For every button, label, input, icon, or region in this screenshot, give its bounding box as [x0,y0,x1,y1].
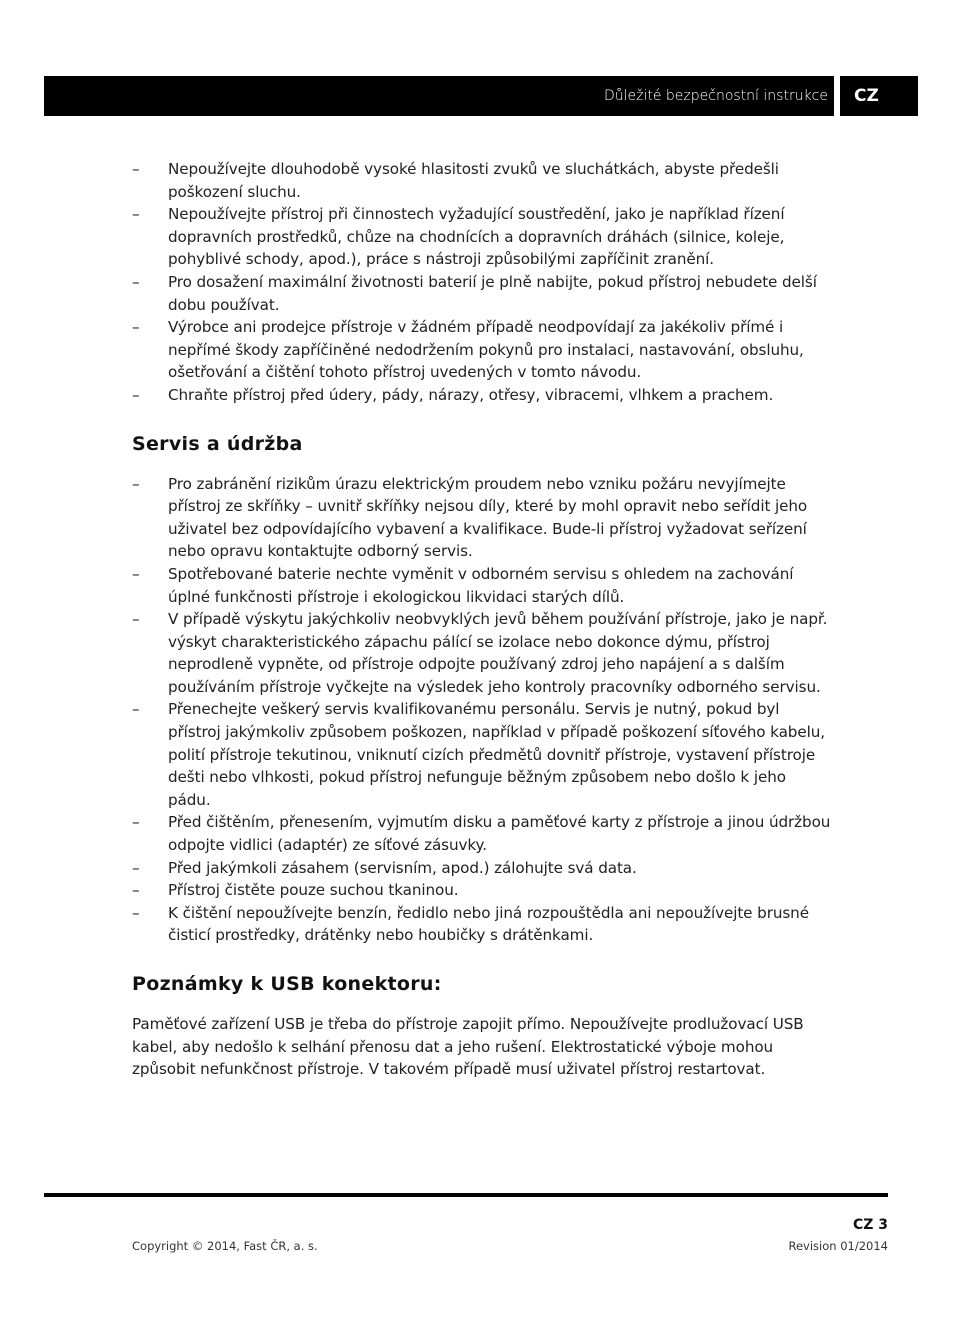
dash-bullet: – [132,813,140,832]
service-heading: Servis a údržba [132,432,303,455]
usb-heading: Poznámky k USB konektoru: [132,973,442,995]
list-item-text: Před jakýmkoli zásahem (servisním, apod.) zálohujte svá data. [168,858,637,877]
list-item-text: Přístroj čistěte pouze suchou tkaninou. [168,881,459,900]
list-item [132,608,832,698]
service-list [132,473,832,947]
footer-divider [44,1193,888,1197]
dash-bullet: – [132,160,140,178]
list-item [132,857,832,880]
list-item [132,811,832,856]
list-item [132,698,832,811]
list-item-text: Nepoužívejte dlouhodobě vysoké hlasitosti zvuků ve sluchátkách, abyste předešli poškození sluchu. [168,160,779,201]
dash-bullet: – [132,564,140,583]
header-bar [44,76,834,116]
list-item [132,563,832,608]
dash-bullet: – [132,205,140,224]
dash-bullet: – [132,272,140,291]
header-title: Důležité bezpečnostní instrukce [603,88,828,104]
list-item-text: Pro zabránění rizikům úrazu elektrickým proudem nebo vzniku požáru nevyjímejte přístroj ze skříňky – uvnitř skříňky nejsou díly, které by mohl opravit nebo seřídit jeho uživatel bez odpovídajícího vybavení a kvalifikace. Bude-li přístroj vyžadovat seřízení nebo opravu kontaktujte odborný servis. [168,474,808,561]
dash-bullet: – [132,903,140,922]
list-item [132,879,832,902]
page-number: CZ 3 [852,1217,888,1233]
list-item-text: V případě výskytu jakýchkoliv neobvyklých jevů během používání přístroje, jako je např. výskyt charakteristického zápachu pálící se izolace nebo dokonce dýmu, přístroj neprodleně vypněte, od přístroje odpojte používaný zdroj jeho napájení a s dalším používáním přístroje vyčkejte na výsledek jeho kontroly pracovníky odborného servisu. [168,610,828,696]
language-badge-label: CZ [854,86,879,106]
list-item [132,316,832,384]
list-item [132,271,832,316]
list-item-text: Pro dosažení maximální životnosti baterií je plně nabijte, pokud přístroj nebudete delší dobu používat. [168,272,817,314]
list-item-text: Chraňte přístroj před údery, pády, nárazy, otřesy, vibracemi, vlhkem a prachem. [168,385,774,404]
page-content [132,158,832,1081]
revision-label: Revision 01/2014 [788,1239,888,1253]
list-item [132,203,832,271]
dash-bullet: – [132,700,140,719]
list-item-text: Spotřebované baterie nechte vyměnit v odborném servisu s ohledem na zachování úplné funkčnosti přístroje i ekologickou likvidaci starých dílů. [168,564,794,606]
dash-bullet: – [132,474,140,493]
usb-paragraph: Paměťové zařízení USB je třeba do přístroje zapojit přímo. Nepoužívejte prodlužovací USB kabel, aby nedošlo k selhání přenosu dat a jeho rušení. Elektrostatické výboje mohou způsobit nefunkčnost přístroje. V takovém případě musí uživatel přístroj restartovat. [132,1015,804,1079]
dash-bullet: – [132,385,140,404]
list-item-text: Přenechejte veškerý servis kvalifikovanému personálu. Servis je nutný, pokud byl přístroj jakýmkoliv způsobem poškozen, například v případě poškození síťového kabelu, polití přístroje tekutinou, vniknutí cizích předmětů dovnitř přístroje, vystavení přístroje dešti nebo vlhkosti, pokud přístroj nefunguje běžným způsobem nebo došlo k jeho pádu. [168,700,825,809]
dash-bullet: – [132,318,140,337]
list-item-text: Nepoužívejte přístroj při činnostech vyžadující soustředění, jako je například řízení dopravních prostředků, chůze na chodnících a dopravních dráhách (silnice, koleje, pohyblivé schody, apod.), práce s nástroji způsobilými zapříčinit zranění. [168,205,785,269]
list-item-text: Před čištěním, přenesením, vyjmutím disku a paměťové karty z přístroje a jinou údržbou odpojte vidlici (adaptér) ze síťové zásuvky. [168,813,831,855]
copyright-notice: Copyright © 2014, Fast ČR, a. s. [132,1239,318,1253]
list-item-text: Výrobce ani prodejce přístroje v žádném případě neodpovídají za jakékoliv přímé i nepřímé škody zapříčiněné nedodržením pokynů pro instalaci, nastavování, obsluhu, ošetřování a čištění tohoto přístroj uvedených v tomto návodu. [168,318,804,382]
dash-bullet: – [132,881,140,900]
list-item [132,158,832,203]
safety-list [132,158,832,407]
list-item [132,902,832,947]
dash-bullet: – [132,610,140,629]
language-badge [840,76,918,116]
list-item [132,384,832,407]
dash-bullet: – [132,858,140,877]
list-item [132,473,832,563]
list-item-text: K čištění nepoužívejte benzín, ředidlo nebo jiná rozpouštědla ani nepoužívejte brusné čisticí prostředky, drátěnky nebo houbičky s drátěnkami. [168,903,809,945]
